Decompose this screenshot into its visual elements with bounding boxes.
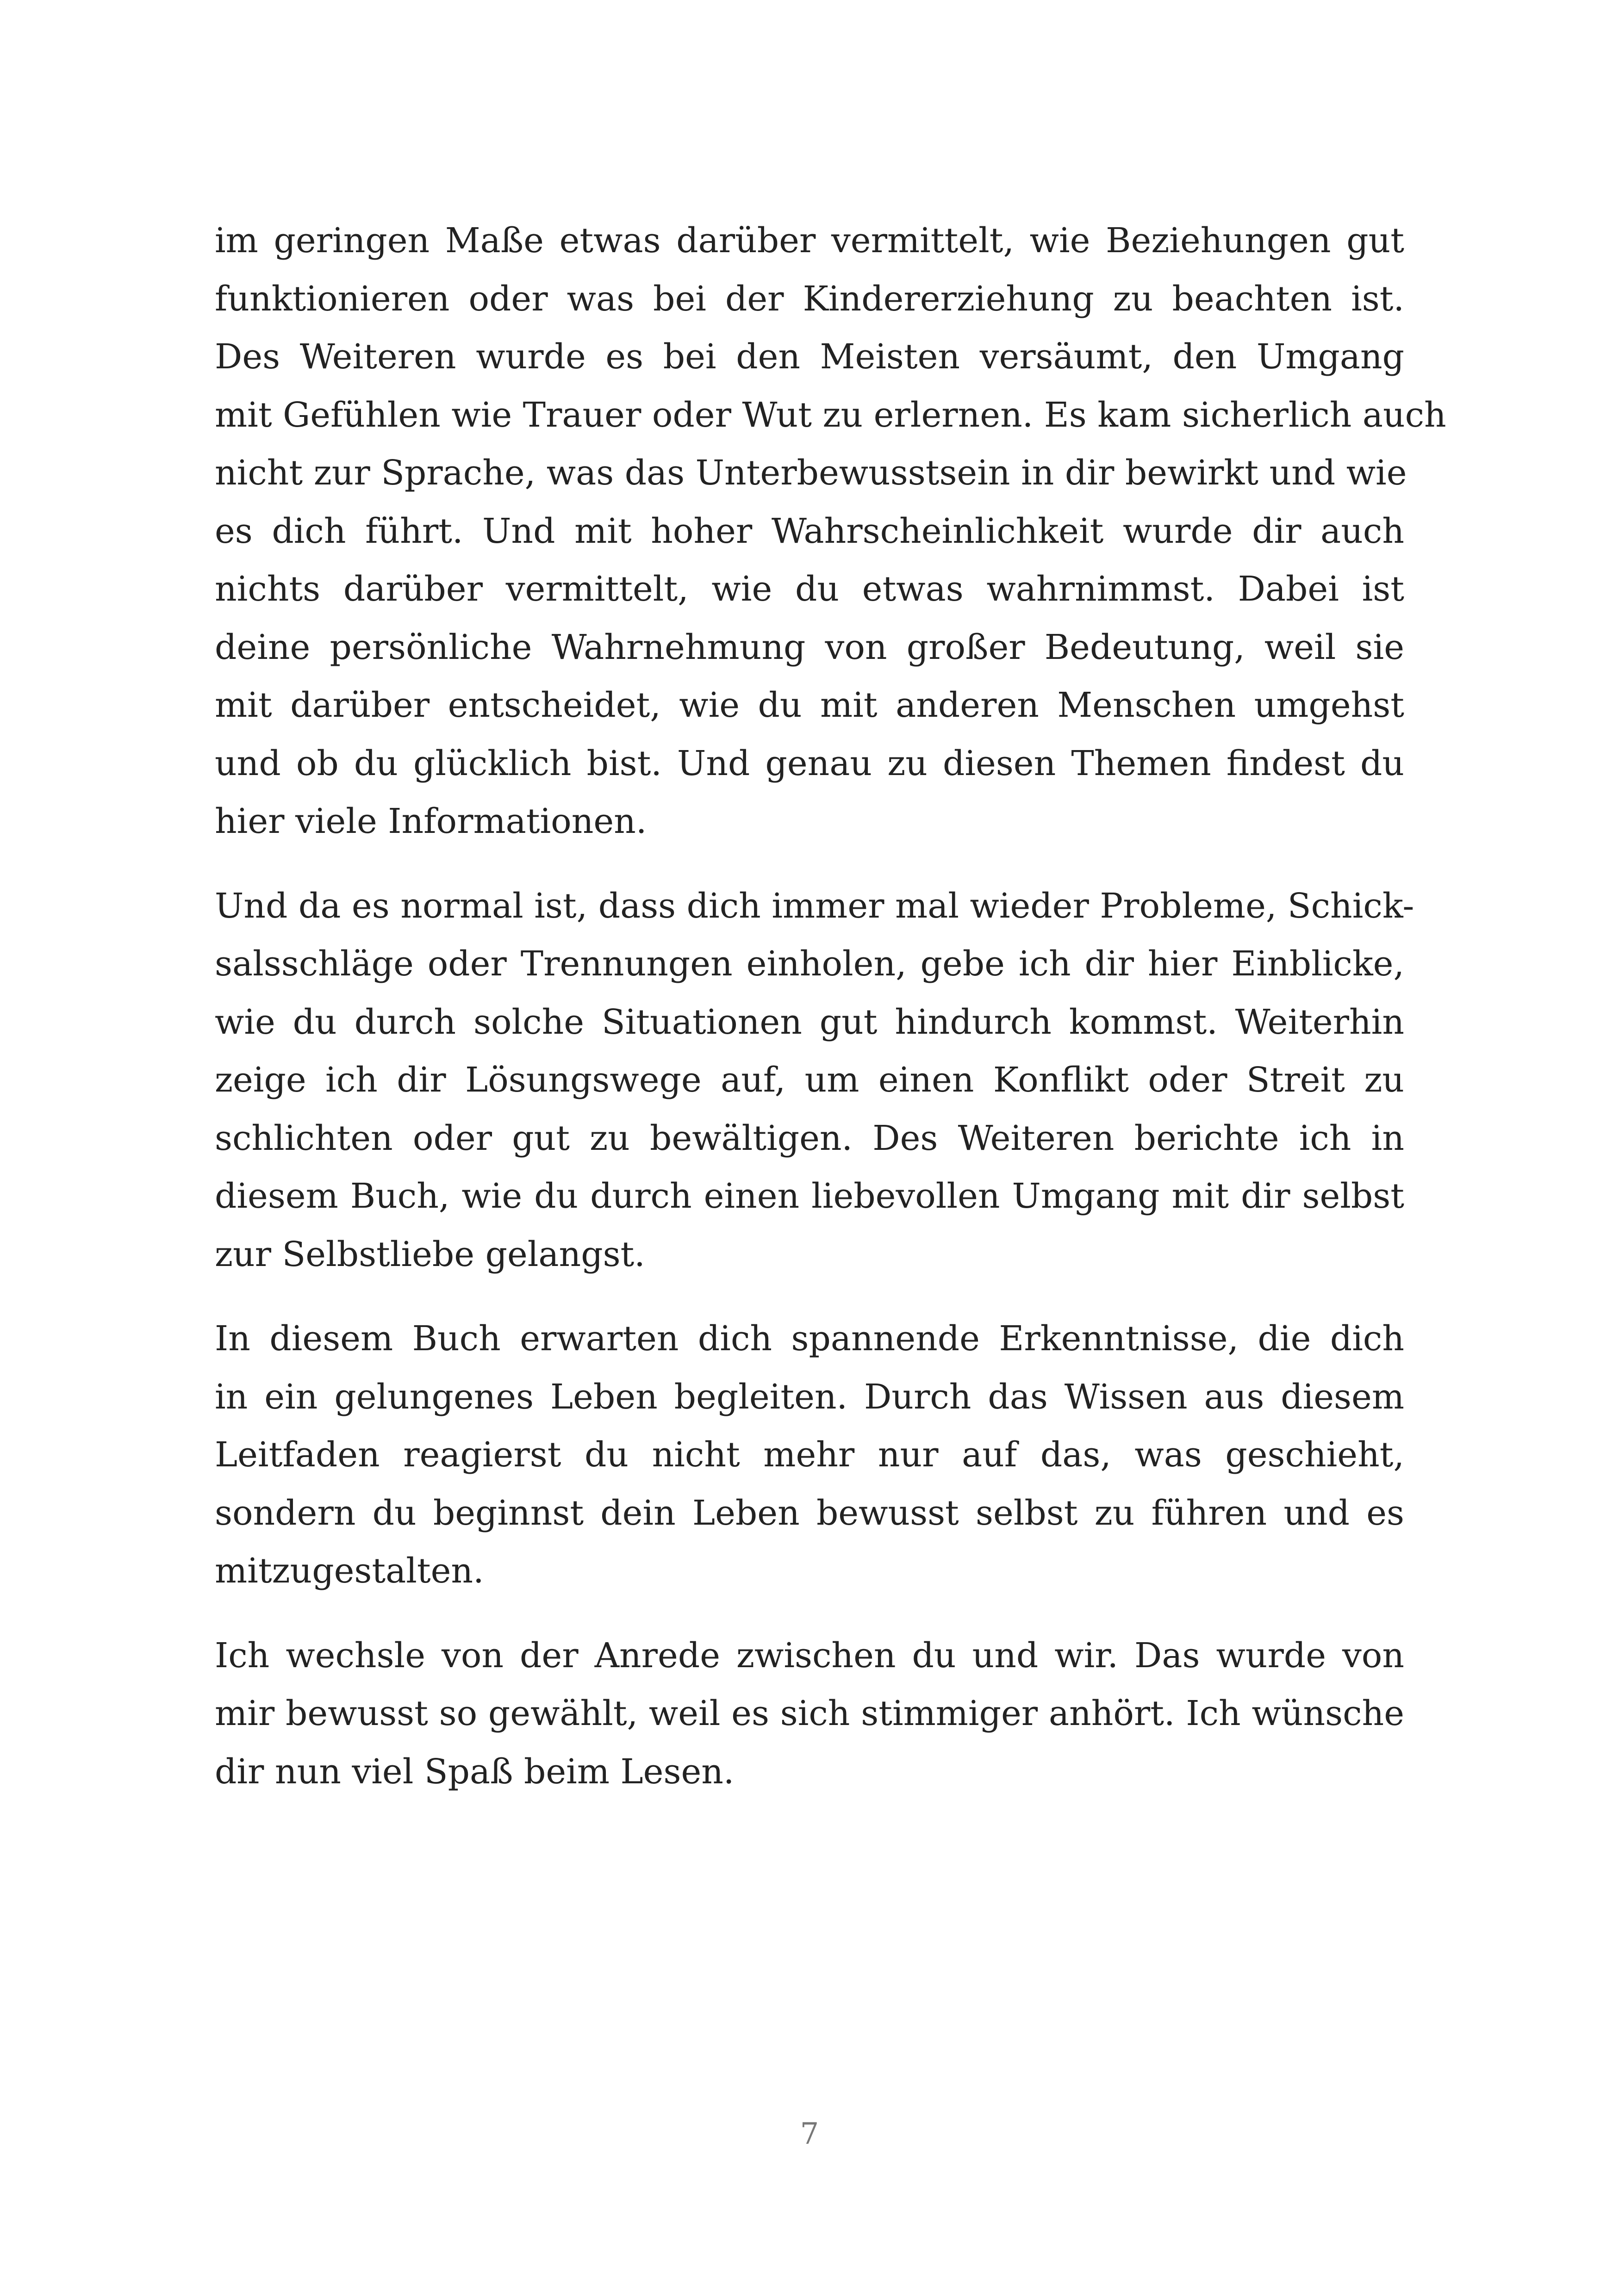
text-line: nicht zur Sprache, was das Unterbewusstsein in dir bewirkt und wie	[215, 453, 1407, 493]
text-line: funktionieren oder was bei der Kindererziehung zu beachten ist.	[215, 279, 1404, 319]
text-line: im geringen Maße etwas darüber vermittelt, wie Beziehungen gut	[215, 221, 1404, 261]
paragraph-gap	[215, 1284, 1404, 1310]
text-line: diesem Buch, wie du durch einen liebevollen Umgang mit dir selbst	[215, 1176, 1404, 1216]
text-line: mitzugestalten.	[215, 1551, 484, 1591]
text-line: in ein gelungenes Leben begleiten. Durch das Wissen aus diesem	[215, 1377, 1404, 1417]
paragraph-2	[215, 877, 1414, 1284]
text-line: Ich wechsle von der Anrede zwischen du und wir. Das wurde von	[215, 1635, 1404, 1675]
text-line: Und da es normal ist, dass dich immer mal wieder Probleme, Schick-	[215, 886, 1414, 926]
text-line: deine persönliche Wahrnehmung von großer Bedeutung, weil sie	[215, 627, 1404, 667]
text-line: wie du durch solche Situationen gut hindurch kommst. Weiterhin	[215, 1002, 1404, 1042]
text-line: und ob du glücklich bist. Und genau zu diesen Themen findest du	[215, 743, 1404, 783]
paragraph-1	[215, 212, 1446, 851]
text-line: Des Weiteren wurde es bei den Meisten versäumt, den Umgang	[215, 337, 1404, 377]
paragraph-gap	[215, 1601, 1404, 1627]
text-line: mir bewusst so gewählt, weil es sich stimmiger anhört. Ich wünsche	[215, 1694, 1404, 1733]
text-line: nichts darüber vermittelt, wie du etwas wahrnimmst. Dabei ist	[215, 569, 1404, 609]
text-line: mit darüber entscheidet, wie du mit anderen Menschen umgehst	[215, 685, 1404, 725]
text-line: In diesem Buch erwarten dich spannende Erkenntnisse, die dich	[215, 1319, 1404, 1359]
text-line: mit Gefühlen wie Trauer oder Wut zu erlernen. Es kam sicherlich auch	[215, 395, 1446, 435]
text-line: Leitfaden reagierst du nicht mehr nur auf das, was geschieht,	[215, 1435, 1404, 1475]
text-line: schlichten oder gut zu bewältigen. Des Weiteren berichte ich in	[215, 1118, 1404, 1158]
text-line: sondern du beginnst dein Leben bewusst selbst zu führen und es	[215, 1493, 1404, 1533]
paragraph-4	[215, 1627, 1404, 1801]
paragraph-3	[215, 1310, 1404, 1601]
page-number: 7	[800, 2117, 819, 2151]
text-line: salsschläge oder Trennungen einholen, gebe ich dir hier Einblicke,	[215, 944, 1404, 984]
text-line: dir nun viel Spaß beim Lesen.	[215, 1751, 735, 1792]
text-line: zeige ich dir Lösungswege auf, um einen Konflikt oder Streit zu	[215, 1060, 1404, 1100]
body-text	[215, 212, 1446, 1801]
text-line: hier viele Informationen.	[215, 801, 647, 841]
paragraph-gap	[215, 851, 1404, 877]
text-line: zur Selbstliebe gelangst.	[215, 1234, 645, 1274]
text-line: es dich führt. Und mit hoher Wahrscheinlichkeit wurde dir auch	[215, 511, 1404, 551]
